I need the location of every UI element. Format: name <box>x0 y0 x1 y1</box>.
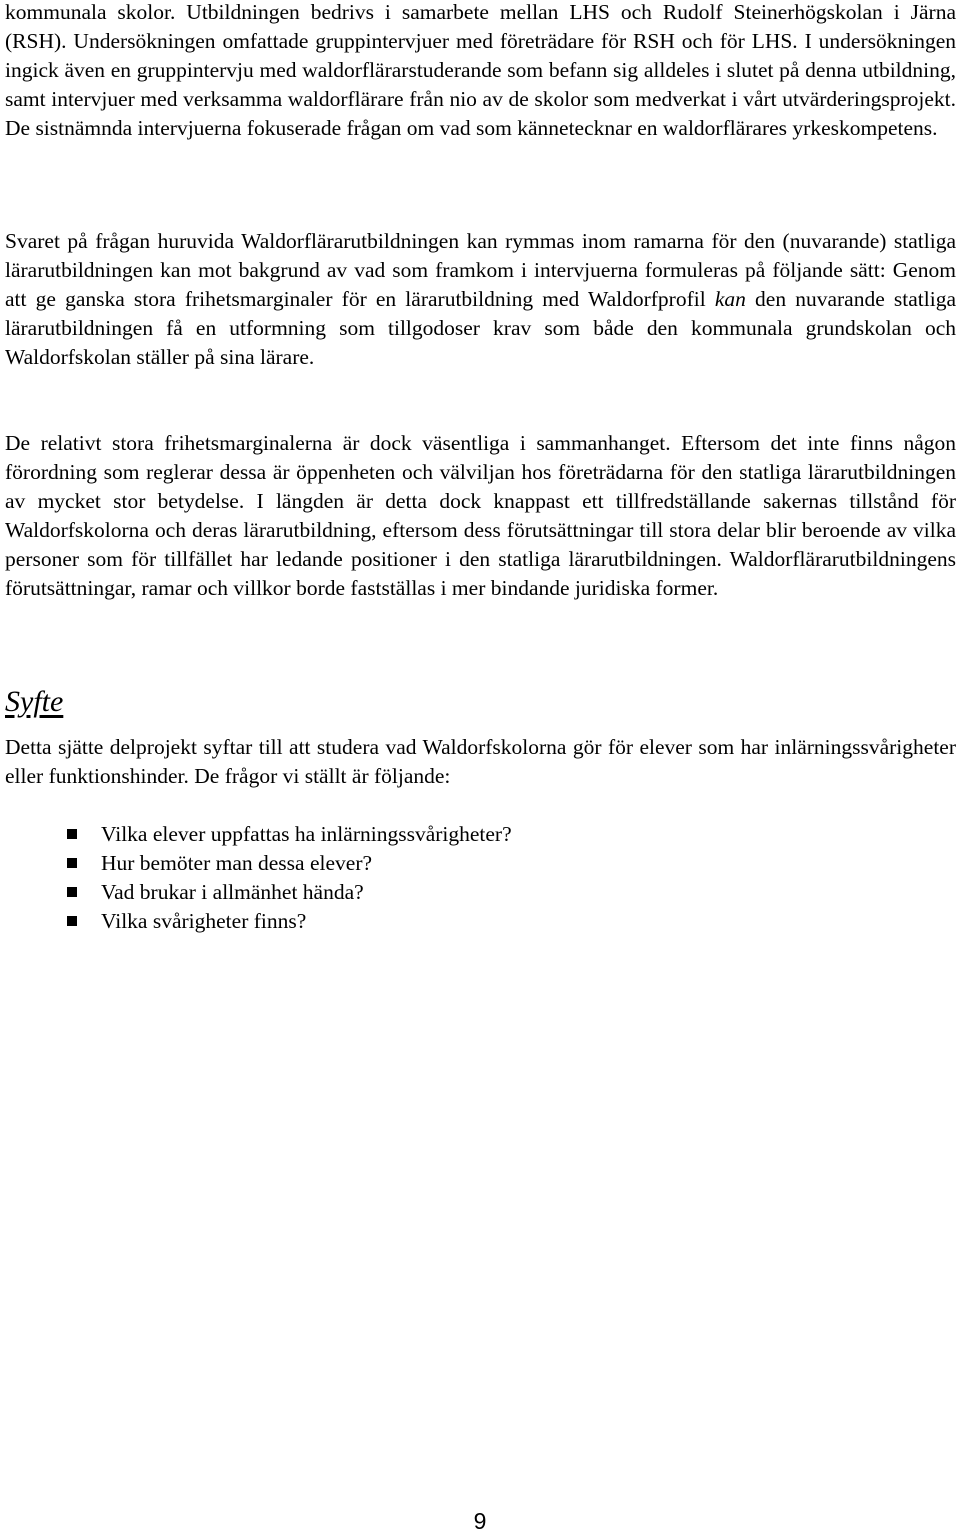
list-item-text: Vilka elever uppfattas ha inlärningssvårigheter? <box>101 822 512 846</box>
list-item <box>67 820 512 849</box>
question-list <box>67 820 512 936</box>
list-item <box>67 907 512 936</box>
paragraph-answer-text-1: Svaret på frågan huruvida Waldorflärarutbildningen kan rymmas inom ramarna för den (nuvarande) statliga lärarutbildningen kan mot bakgrund av vad som framkom i intervjuerna formuleras på följande sätt: Genom att ge ganska stora frihetsmarginaler för en lärarutbildning med Waldorfprofil <box>5 229 956 311</box>
list-item-text: Vilka svårigheter finns? <box>101 909 307 933</box>
list-item-text: Vad brukar i allmänhet hända? <box>101 880 364 904</box>
paragraph-answer <box>5 227 956 372</box>
paragraph-margins: De relativt stora frihetsmarginalerna är dock väsentliga i sammanhanget. Eftersom det inte finns någon förordning som reglerar dessa är öppenheten och välviljan hos företrädarna för den statliga lärarutbildningen av mycket stor betydelse. I längden är detta dock knappast ett tillfredställande sakernas tillstånd för Waldorfskolorna och deras lärarutbildning, eftersom dess förutsättningar till stora delar blir beroende av vilka personer som för tillfället har ledande positioner i den statliga lärarutbildningen. Waldorflärarutbildningens förutsättningar, ramar och villkor borde fastställas i mer bindande juridiska former. <box>5 431 956 600</box>
list-item <box>67 849 512 878</box>
list-item-text: Hur bemöter man dessa elever? <box>101 851 373 875</box>
section-heading-syfte: Syfte <box>5 685 64 718</box>
emphasis-kan: kan <box>714 287 746 311</box>
paragraph-answer-text-2: den nuvarande statliga lärarutbildningen få en utformning som tillgodoser krav som både den kommunala grundskolan och Waldorfskolan ställer på sina lärare. <box>5 287 956 369</box>
paragraph-purpose: Detta sjätte delprojekt syftar till att studera vad Waldorfskolorna gör för elever som har inlärningssvårigheter eller funktionshinder. De frågor vi ställt är följande: <box>5 735 956 788</box>
page-number: 9 <box>473 1508 487 1534</box>
square-bullet-icon <box>67 829 77 839</box>
square-bullet-icon <box>67 916 77 926</box>
square-bullet-icon <box>67 887 77 897</box>
square-bullet-icon <box>67 858 77 868</box>
list-item <box>67 878 512 907</box>
paragraph-intro: kommunala skolor. Utbildningen bedrivs i samarbete mellan LHS och Rudolf Steinerhögskolan i Järna (RSH). Undersökningen omfattade gruppintervjuer med företrädare för RSH och för LHS. I undersökningen ingick även en gruppintervju med waldorflärarstuderande som befann sig alldeles i slutet på denna utbildning, samt intervjuer med verksamma waldorflärare från nio av de skolor som medverkat i vårt utvärderingsprojekt. De sistnämnda intervjuerna fokuserade frågan om vad som kännetecknar en waldorflärares yrkeskompetens. <box>5 0 956 140</box>
